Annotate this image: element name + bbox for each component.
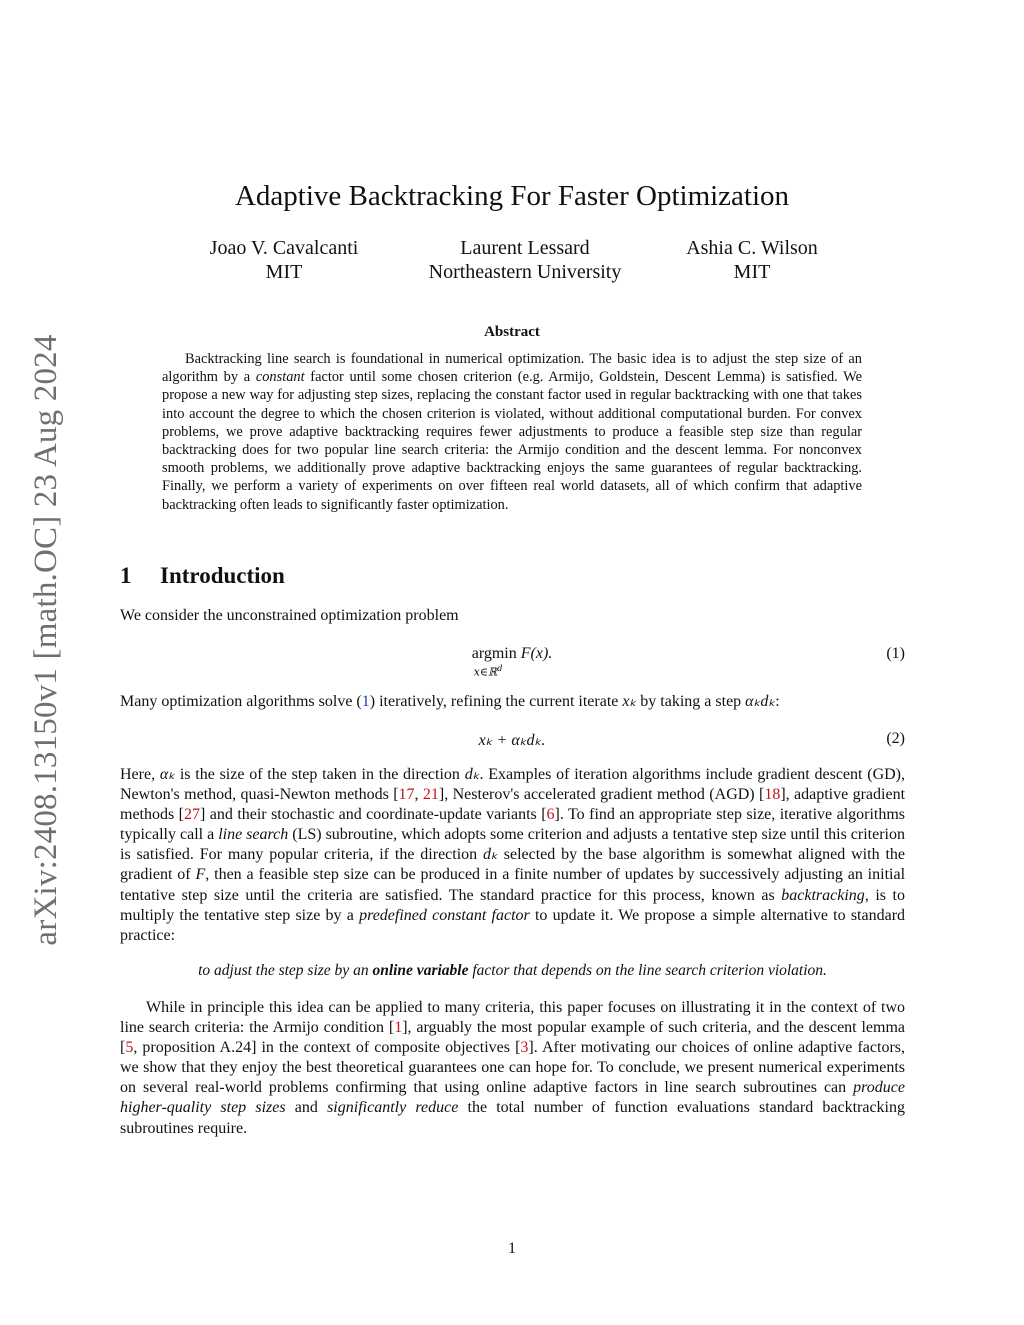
citation-link[interactable]: 6: [546, 806, 555, 824]
citation-link[interactable]: 3: [520, 1039, 529, 1057]
arxiv-stamp: arXiv:2408.13150v1 [math.OC] 23 Aug 2024: [28, 334, 64, 946]
author-block: [420, 236, 630, 284]
author-block: [676, 236, 828, 284]
paper-title: Adaptive Backtracking For Faster Optimization: [234, 180, 790, 212]
paragraph-criteria: While in principle this idea can be applied to many criteria, this paper focuses on illustrating it in the context of two line search criteria: the Armijo condition [1], arguably the most popular example of such criteria, and the descent lemma [5, proposition A.24] in the context of composite objectives [3]. After motivating our choices of online adaptive factors, we show that they enjoy the best theoretical guarantees one can hope for. To conclude, we present numerical experiments on several real-world problems confirming that using online adaptive factors in line search subroutines can produce higher-quality step sizes and significantly reduce the total number of function evaluations standard backtracking subroutines require.: [120, 999, 906, 1137]
equation-1: [0, 645, 1024, 663]
author-name: Ashia C. Wilson: [686, 237, 818, 259]
eq2-expression: xₖ + αₖdₖ.: [478, 732, 546, 749]
citation-link[interactable]: 27: [184, 806, 200, 824]
section-title: Introduction: [160, 563, 285, 588]
eq1-number: (1): [886, 645, 905, 662]
page-number: 1: [508, 1240, 516, 1257]
abstract-emphasis: constant: [255, 369, 305, 386]
section-number: 1: [120, 563, 132, 588]
citation-link[interactable]: 5: [125, 1039, 134, 1057]
author-affiliation: MIT: [733, 261, 771, 283]
paragraph-here: Here, αₖ is the size of the step taken in the direction dₖ. Examples of iteration algorithms include gradient descent (GD), Newton's method, quasi-Newton methods [17, 21], Nesterov's accelerated gradient method (AGD) [18], adaptive gradient methods [27] and their stochastic and coordinate-update variants [6]. To find an appropriate step size, iterative algorithms typically call a line search (LS) subroutine, which adopts some criterion and adjusts a tentative step size until this criterion is satisfied. For many popular criteria, if the direction dₖ selected by the base algorithm is somewhat aligned with the gradient of F, then a feasible step size can be produced in a finite number of updates by successively adjusting an initial tentative step size until the criteria are satisfied. The standard practice for this process, known as backtracking, is to multiply the tentative step size by a predefined constant factor to update it. We propose a simple alternative to standard practice:: [120, 766, 906, 944]
author-block: [203, 236, 365, 284]
quote-emphasis: online variable: [372, 962, 469, 979]
equation-2: [0, 730, 1024, 750]
paragraph-iterative: Many optimization algorithms solve (1) iteratively, refining the current iterate xₖ by taking a step αₖdₖ:: [120, 693, 780, 710]
citation-link[interactable]: 1: [394, 1019, 403, 1037]
author-name: Joao V. Cavalcanti: [209, 237, 359, 259]
eq1-operator: argmin: [471, 645, 517, 662]
citation-link[interactable]: 21: [422, 786, 439, 804]
author-affiliation: Northeastern University: [428, 261, 622, 283]
intro-line: We consider the unconstrained optimization problem: [120, 607, 459, 624]
citation-link[interactable]: 17: [398, 786, 415, 804]
citation-link[interactable]: 18: [764, 786, 781, 804]
key-idea-quote: to adjust the step size by an online variable factor that depends on the line search criterion violation.: [198, 962, 827, 979]
abstract-heading: Abstract: [484, 324, 540, 340]
eq2-number: (2): [886, 730, 905, 747]
eq-ref-link[interactable]: 1: [361, 693, 370, 710]
eq1-subscript: x∈ℝ$^d$: [473, 664, 503, 679]
author-name: Laurent Lessard: [460, 237, 590, 259]
abstract-text: Backtracking line search is foundational in numerical optimization. The basic idea is to adjust the step size of an algorithm by a constant factor until some chosen criterion (e.g. Armijo, Goldstein, Descent Lemma) is satisfied. We propose a new way for adjusting step sizes, replacing the constant factor used in regular backtracking with one that takes into account the degree to which the chosen criterion is violated, without additional computational burden. For convex problems, we prove adaptive backtracking requires fewer adjustments to produce a feasible step size than regular backtracking does for two popular line search criteria: the Armijo condition and the descent lemma. For nonconvex smooth problems, we additionally prove adaptive backtracking enjoys the same guarantees of regular backtracking. Finally, we perform a variety of experiments on over fifteen real world datasets, all of which confirm that adaptive backtracking often leads to significantly faster optimization.: [162, 351, 862, 513]
author-affiliation: MIT: [265, 261, 303, 283]
eq1-function: F(x).: [520, 645, 553, 662]
section-heading: [120, 563, 285, 589]
